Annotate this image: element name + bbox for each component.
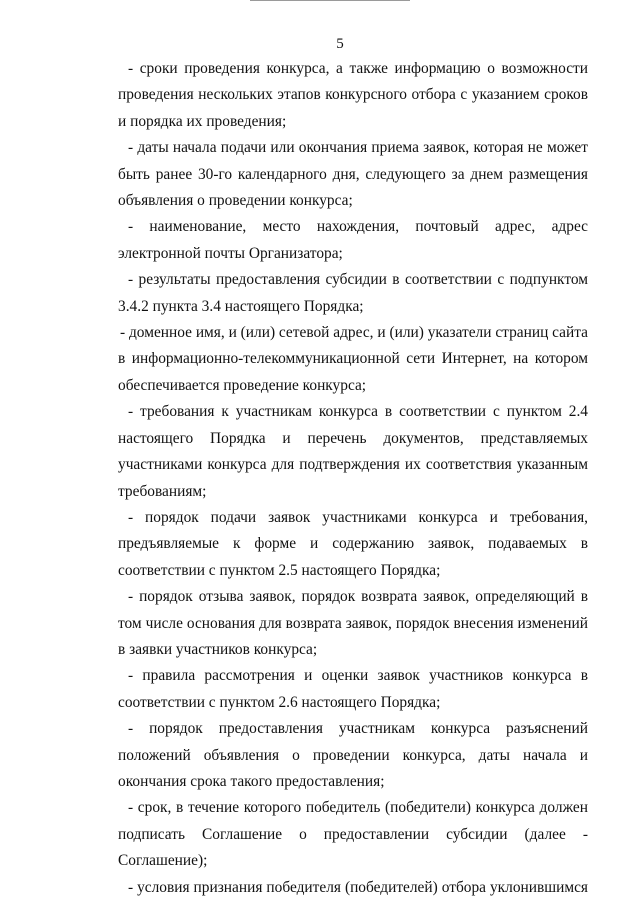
document-body: [118, 56, 588, 901]
list-item: - порядок подачи заявок участниками конкурса и требования, предъявляемые к форме и содержанию заявок, подаваемых в соответствии с пунктом 2.5 настоящего Порядка;: [118, 508, 588, 579]
top-rule: [250, 0, 410, 1]
page-number: 5: [336, 36, 344, 52]
list-item: - требования к участникам конкурса в соответствии с пунктом 2.4 настоящего Порядка и перечень документов, представляемых участниками конкурса для подтверждения их соответствия указанным требованиям;: [118, 403, 588, 500]
list-item: - сроки проведения конкурса, а также информацию о возможности проведения нескольких этапов конкурсного отбора с указанием сроков и порядка их проведения;: [118, 60, 588, 130]
list-item: - правила рассмотрения и оценки заявок участников конкурса в соответствии с пунктом 2.6 настоящего Порядка;: [118, 667, 588, 711]
list-item: - условия признания победителя (победителей) отбора уклонившимся: [128, 878, 588, 896]
list-item: - доменное имя, и (или) сетевой адрес, и (или) указатели страниц сайта в информационно-телекоммуникационной сети Интернет, на котором обеспечивается проведение конкурса;: [118, 324, 588, 394]
list-item: - срок, в течение которого победитель (победители) конкурса должен подписать Соглашение о предоставлении субсидии (далее - Соглашение);: [118, 799, 588, 870]
list-item: - порядок предоставления участникам конкурса разъяснений положений объявления о проведении конкурса, даты начала и окончания срока такого предоставления;: [118, 720, 588, 790]
list-item: - даты начала подачи или окончания приема заявок, которая не может быть ранее 30-го календарного дня, следующего за днем размещения объявления о проведении конкурса;: [118, 139, 588, 210]
list-item: - наименование, место нахождения, почтовый адрес, адрес электронной почты Организатора;: [118, 218, 588, 262]
list-item: - порядок отзыва заявок, порядок возврата заявок, определяющий в том числе основания для возврата заявок, порядок внесения изменений в заявки участников конкурса;: [118, 588, 588, 658]
list-item: - результаты предоставления субсидии в соответствии с подпунктом 3.4.2 пункта 3.4 настоящего Порядка;: [118, 271, 588, 315]
